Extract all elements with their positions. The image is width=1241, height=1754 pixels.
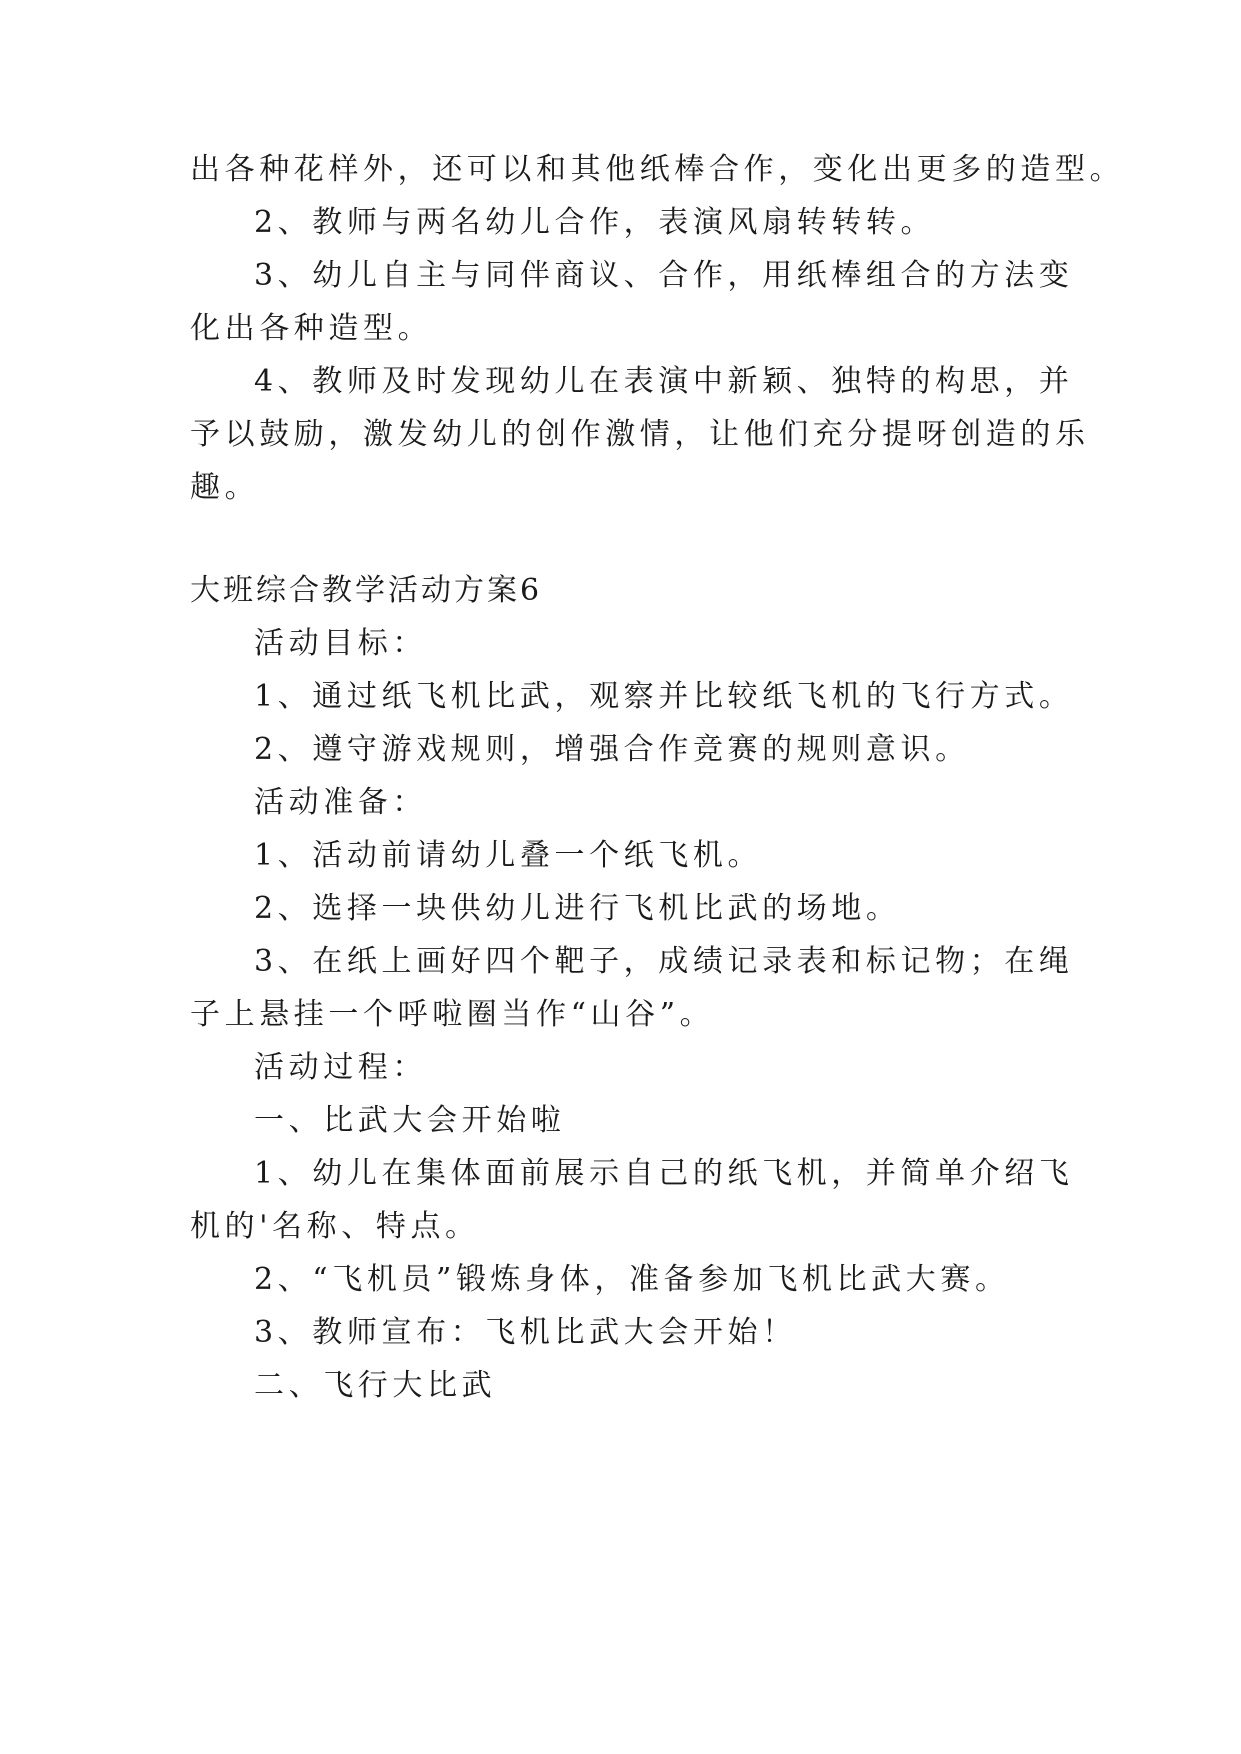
- paragraph-line: 予以鼓励，激发幼儿的创作激情，让他们充分提呀创造的乐: [190, 417, 1090, 452]
- paragraph-line: 4、教师及时发现幼儿在表演中新颖、独特的构思，并: [254, 364, 1074, 399]
- paragraph-line: 2、遵守游戏规则，增强合作竞赛的规则意识。: [254, 732, 970, 767]
- paragraph-line: 趣。: [190, 470, 260, 505]
- paragraph-line: 3、在纸上画好四个靶子，成绩记录表和标记物；在绳: [254, 944, 1074, 979]
- paragraph-line: 2、“飞机员”锻炼身体，准备参加飞机比武大赛。: [254, 1262, 1010, 1297]
- subheading: 活动准备：: [254, 785, 427, 820]
- paragraph-line: 2、选择一块供幼儿进行飞机比武的场地。: [254, 891, 901, 926]
- paragraph-line: 1、活动前请幼儿叠一个纸飞机。: [254, 838, 763, 873]
- paragraph-line: 3、幼儿自主与同伴商议、合作，用纸棒组合的方法变: [254, 258, 1074, 293]
- paragraph-line: 2、教师与两名幼儿合作，表演风扇转转转。: [254, 205, 936, 240]
- paragraph-line: 1、幼儿在集体面前展示自己的纸飞机，并简单介绍飞: [254, 1156, 1074, 1191]
- paragraph-line: 3、教师宣布：飞机比武大会开始！: [254, 1315, 797, 1350]
- paragraph-line: 一、比武大会开始啦: [254, 1103, 566, 1138]
- section-heading: 大班综合教学活动方案6: [190, 573, 543, 608]
- paragraph-line: 子上悬挂一个呼啦圈当作“山谷”。: [190, 997, 715, 1032]
- subheading: 活动目标：: [254, 626, 427, 661]
- paragraph-line: 二、飞行大比武: [254, 1368, 497, 1403]
- subheading: 活动过程：: [254, 1050, 427, 1085]
- paragraph-line: 机的'名称、特点。: [190, 1209, 480, 1244]
- paragraph-line: 出各种花样外，还可以和其他纸棒合作，变化出更多的造型。: [190, 152, 1125, 187]
- paragraph-line: 化出各种造型。: [190, 311, 433, 346]
- paragraph-line: 1、通过纸飞机比武，观察并比较纸飞机的飞行方式。: [254, 679, 1074, 714]
